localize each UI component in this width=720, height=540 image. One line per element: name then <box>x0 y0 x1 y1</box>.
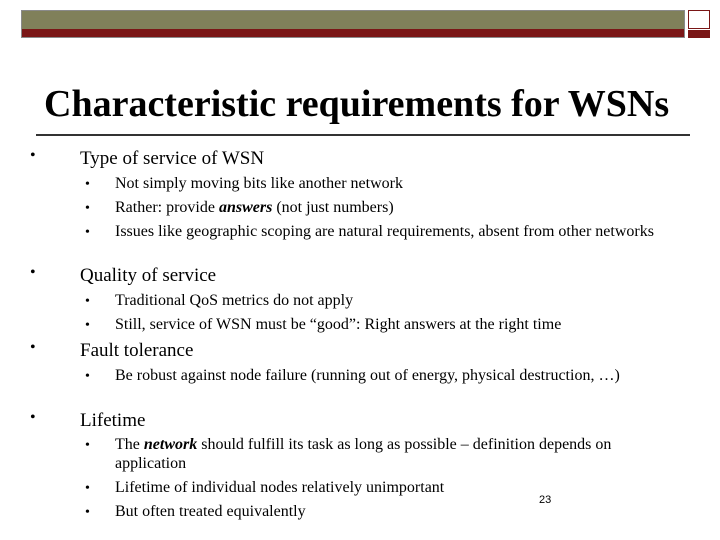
sub-bullet <box>85 315 675 334</box>
sub-bullet-dot: • <box>85 318 90 333</box>
sub-bullet <box>85 174 675 193</box>
sub-bullet-dot: • <box>85 369 90 384</box>
bullet-quality-of-service <box>30 264 217 287</box>
bullet-dot: • <box>30 147 36 164</box>
bullet-text: Quality of service <box>80 265 217 286</box>
sub-bullet-dot: • <box>85 225 90 240</box>
corner-maroon-band <box>688 30 710 38</box>
sub-bullet <box>85 291 675 310</box>
sub-bullet-text: should fulfill its task as long as possible – definition depends on application <box>115 436 612 472</box>
sub-bullet-text: Lifetime of individual nodes relatively unimportant <box>115 479 445 496</box>
title-underline <box>36 134 690 136</box>
sub-bullet-text: Traditional QoS metrics do not apply <box>115 292 354 309</box>
sub-bullet <box>85 198 675 217</box>
bullet-text: Fault tolerance <box>80 340 194 361</box>
sub-bullet-dot: • <box>85 201 90 216</box>
emphasis-answers: answers <box>218 199 273 216</box>
sub-bullet-dot: • <box>85 177 90 192</box>
sub-bullet-text: Still, service of WSN must be “good”: Right answers at the right time <box>115 316 562 333</box>
sub-bullet <box>85 222 675 241</box>
bullet-fault-tolerance <box>30 339 194 362</box>
sub-bullet-dot: • <box>85 505 90 520</box>
sub-bullet-dot: • <box>85 438 90 453</box>
corner-decoration <box>688 10 710 38</box>
sub-bullet <box>85 366 675 385</box>
bullet-text: Lifetime <box>80 410 146 431</box>
bullet-type-of-service <box>30 147 265 170</box>
page-number: 23 <box>539 494 552 506</box>
corner-square <box>688 10 710 29</box>
sub-bullet-text: Issues like geographic scoping are natural requirements, absent from other networks <box>115 223 654 240</box>
bullet-text: Type of service of WSN <box>80 148 265 169</box>
sub-bullet <box>85 478 675 497</box>
olive-band <box>22 11 684 30</box>
sub-bullet-text: (not just numbers) <box>272 199 394 216</box>
bullet-lifetime <box>30 409 146 432</box>
sub-bullet-text: The <box>115 436 144 453</box>
bullet-dot: • <box>30 264 36 281</box>
header-decoration-bar <box>21 10 685 38</box>
emphasis-network: network <box>143 436 198 453</box>
slide-title: Characteristic requirements for WSNs <box>44 83 670 125</box>
sub-bullet-text: But often treated equivalently <box>115 503 306 520</box>
bullet-dot: • <box>30 339 36 356</box>
sub-bullet-text: Be robust against node failure (running out of energy, physical destruction, …) <box>115 367 620 384</box>
sub-bullet <box>85 502 675 521</box>
bullet-dot: • <box>30 409 36 426</box>
sub-bullet <box>85 435 675 473</box>
sub-bullet-text: Rather: provide <box>115 199 219 216</box>
sub-bullet-dot: • <box>85 481 90 496</box>
sub-bullet-text: Not simply moving bits like another network <box>115 175 403 192</box>
sub-bullet-dot: • <box>85 294 90 309</box>
maroon-band <box>22 29 684 37</box>
